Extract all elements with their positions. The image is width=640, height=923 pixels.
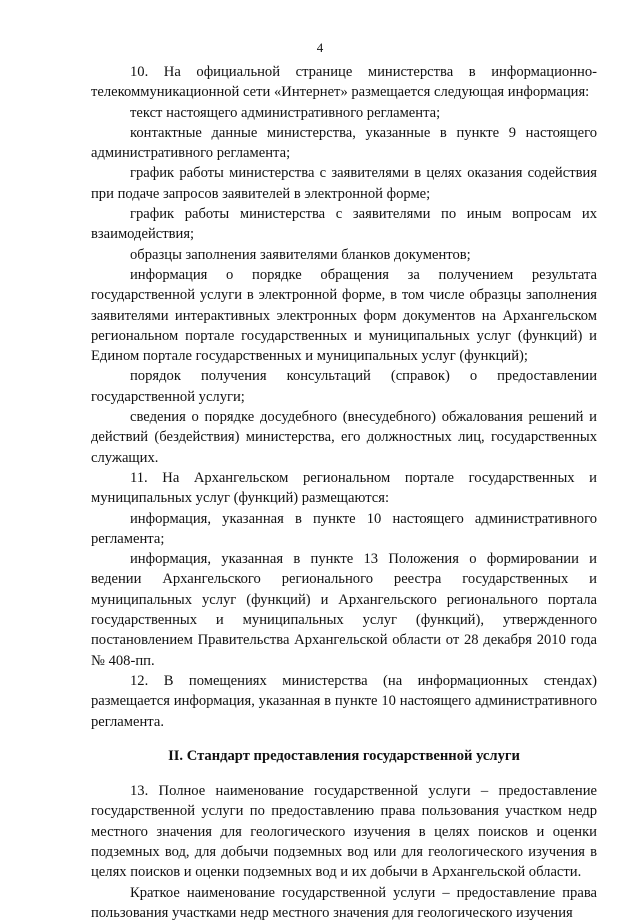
- paragraph: информация, указанная в пункте 13 Положения о формировании и ведении Архангельского регионального реестра государственных и муниципальных услуг (функций) и Архангельского регионального портала государственных и муниципальных услуг (функций), утвержденного постановлением Правительства Архангельской области от 28 декабря 2010 года № 408-пп.: [91, 551, 597, 669]
- paragraph: Краткое наименование государственной услуги – предоставление права пользования участками недр местного значения для геологического изучения: [91, 884, 597, 921]
- paragraph: 13. Полное наименование государственной услуги – предоставление государственной услуги по предоставлению права пользования участком недр местного значения для геологического изучения в целях поисков и оценки подземных вод, для добычи подземных вод или для геологического изучения в целях поисков и оценки подземных вод и их добычи в Архангельской области.: [91, 783, 597, 881]
- paragraph: 10. На официальной странице министерства в информационно-телекоммуникационной сети «Интернет» размещается следующая информация:: [91, 64, 597, 101]
- paragraph: график работы министерства с заявителями по иным вопросам их взаимодействия;: [91, 206, 597, 243]
- paragraph: 11. На Архангельском региональном портале государственных и муниципальных услуг (функций) размещаются:: [91, 469, 597, 507]
- paragraph: информация о порядке обращения за получением результата государственной услуги в электронной форме, в том числе образцы заполнения заявителями интерактивных электронных форм документов на Архангельском региональном портале государственных и муниципальных услуг (функций) и Едином портале государственных и муниципальных услуг (функций);: [91, 266, 597, 365]
- section-heading: II. Стандарт предоставления государственной услуги: [168, 747, 520, 764]
- paragraph: порядок получения консультаций (справок) о предоставлении государственной услуги;: [91, 368, 597, 405]
- paragraph: график работы министерства с заявителями в целях оказания содействия при подаче запросов заявителей в электронной форме;: [91, 165, 597, 202]
- paragraph: информация, указанная в пункте 10 настоящего административного регламента;: [91, 510, 597, 547]
- document-body: [91, 62, 597, 923]
- paragraph: образцы заполнения заявителями бланков документов;: [130, 246, 471, 263]
- paragraph: 12. В помещениях министерства (на информационных стендах) размещается информация, указанная в пункте 10 настоящего административного регламента.: [91, 672, 597, 730]
- paragraph: текст настоящего административного регламента;: [130, 104, 441, 121]
- paragraph: контактные данные министерства, указанные в пункте 9 настоящего административного регламента;: [91, 124, 597, 162]
- paragraph: сведения о порядке досудебного (внесудебного) обжалования решений и действий (бездействия) министерства, его должностных лиц, государственных служащих.: [91, 409, 597, 466]
- page-number: 4: [316, 40, 324, 55]
